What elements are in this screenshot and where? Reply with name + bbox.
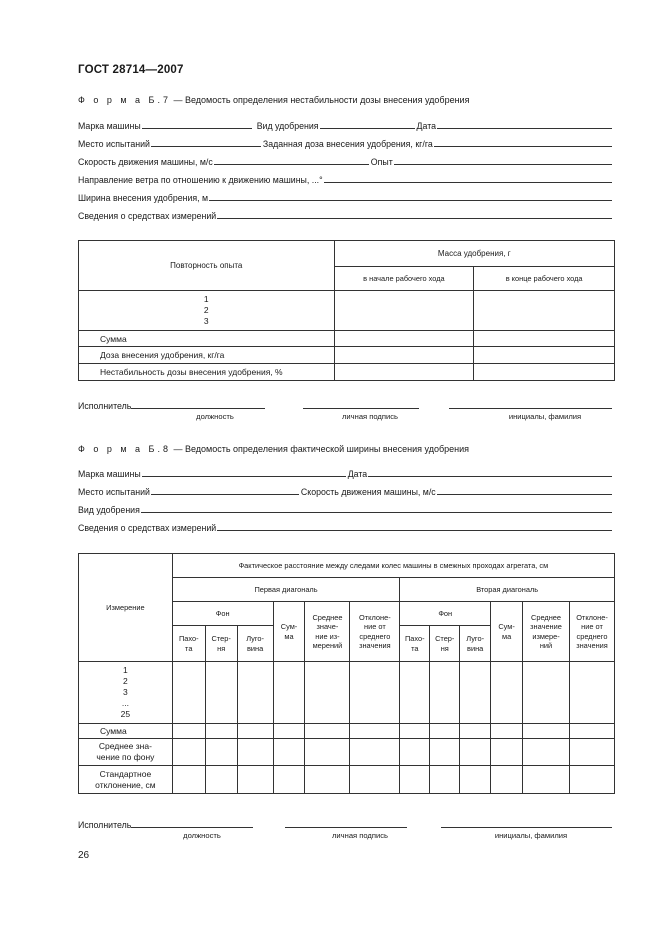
page-header-doc-code: ГОСТ 28714—2007	[78, 64, 184, 76]
b7-cell[interactable]	[334, 331, 474, 347]
b8-cell[interactable]	[237, 739, 273, 766]
b8-label-speed: Скорость движения машины, м/с	[300, 487, 436, 497]
b8-stubble1: Стер- ня	[205, 626, 237, 662]
b7-caption-initials: инициалы, фамилия	[508, 412, 582, 421]
b7-rep-2: 2	[203, 305, 209, 315]
b8-cell[interactable]	[400, 724, 430, 739]
b8-cell[interactable]	[400, 739, 430, 766]
b8-place-field[interactable]	[151, 486, 299, 495]
b8-cell[interactable]	[400, 766, 430, 794]
b8-cell[interactable]	[430, 739, 460, 766]
b8-cell[interactable]	[430, 662, 460, 724]
b8-bg2: Фон	[400, 602, 491, 626]
b8-cell[interactable]	[205, 724, 237, 739]
b8-signature-field[interactable]	[285, 819, 407, 828]
b7-cell[interactable]	[474, 291, 615, 331]
b7-col-start: в начале рабочего хода	[334, 267, 474, 291]
b7-cell[interactable]	[334, 347, 474, 364]
b8-cell[interactable]	[569, 739, 614, 766]
b8-cell[interactable]	[491, 662, 523, 724]
b7-label-speed: Скорость движения машины, м/с	[78, 157, 213, 167]
b7-line-instruments	[78, 210, 614, 221]
form-b7-title-prefix: Ф о р м а Б.7	[78, 95, 171, 105]
b8-cell[interactable]	[350, 662, 400, 724]
b7-place-field[interactable]	[151, 138, 261, 147]
b7-initials-field[interactable]	[449, 400, 612, 409]
b8-diag2: Вторая диагональ	[400, 578, 615, 602]
b7-instruments-field[interactable]	[217, 210, 612, 219]
b8-label-place: Место испытаний	[78, 487, 150, 497]
b8-meadow2: Луго- вина	[460, 626, 491, 662]
b8-cell[interactable]	[172, 662, 205, 724]
b8-sum2: Сум- ма	[491, 602, 523, 662]
b8-cell[interactable]	[237, 766, 273, 794]
b8-cell[interactable]	[172, 766, 205, 794]
b8-cell[interactable]	[523, 766, 570, 794]
b7-label-trial: Опыт	[370, 157, 393, 167]
b7-fert-type-field[interactable]	[320, 120, 415, 129]
b7-label-width: Ширина внесения удобрения, м	[78, 193, 209, 203]
b7-line-wind	[78, 174, 614, 185]
b8-col-actual: Фактическое расстояние между следами колес машины в смежных проходах агрегата, см	[172, 554, 614, 578]
b8-mean2: Среднее значение измере- ний	[523, 602, 570, 662]
b7-caption-position: должность	[196, 412, 234, 421]
b8-row-sum: Сумма	[79, 724, 173, 739]
b7-label-machine: Марка машины	[78, 121, 141, 131]
b8-fert-type-field[interactable]	[141, 504, 612, 513]
b8-label-date: Дата	[347, 469, 368, 479]
form-b8-title	[78, 444, 469, 454]
b7-col-mass: Масса удобрения, г	[334, 241, 614, 267]
b8-table	[78, 553, 615, 794]
b8-line-place	[78, 486, 614, 497]
b7-signature-field[interactable]	[303, 400, 419, 409]
b7-date-field[interactable]	[437, 120, 612, 129]
b8-cell[interactable]	[237, 724, 273, 739]
b8-cell[interactable]	[205, 766, 237, 794]
b7-rep-3: 3	[203, 316, 209, 326]
b8-sum1: Сум- ма	[273, 602, 305, 662]
b8-cell[interactable]	[305, 766, 350, 794]
b7-width-field[interactable]	[209, 192, 612, 201]
b8-plowed2: Пахо- та	[400, 626, 430, 662]
b7-line-place	[78, 138, 614, 149]
b7-table	[78, 240, 615, 381]
b8-cell[interactable]	[350, 739, 400, 766]
b8-meadow1: Луго- вина	[237, 626, 273, 662]
b8-stubble2: Стер- ня	[430, 626, 460, 662]
b7-label-fert-type: Вид удобрения	[256, 121, 319, 131]
b8-cell[interactable]	[491, 724, 523, 739]
b7-cell[interactable]	[474, 364, 615, 381]
b7-cell[interactable]	[334, 291, 474, 331]
b8-label-machine: Марка машины	[78, 469, 141, 479]
b8-measurements: 1 2 3 ... 25	[79, 662, 173, 724]
b8-cell[interactable]	[350, 724, 400, 739]
b8-cell[interactable]	[172, 739, 205, 766]
b7-position-field[interactable]	[131, 400, 265, 409]
b7-row-dose: Доза внесения удобрения, кг/га	[79, 347, 335, 364]
b7-label-dose: Заданная доза внесения удобрения, кг/га	[262, 139, 433, 149]
b8-cell[interactable]	[460, 739, 491, 766]
b8-dev2: Отклоне- ние от среднего значения	[569, 602, 614, 662]
b8-cell[interactable]	[172, 724, 205, 739]
b7-signature-line	[78, 400, 614, 411]
b8-speed-field[interactable]	[437, 486, 612, 495]
b8-line-instruments	[78, 522, 614, 533]
b8-executor-label: Исполнитель	[78, 820, 132, 830]
b8-cell[interactable]	[273, 724, 305, 739]
b7-executor-label: Исполнитель	[78, 401, 132, 411]
b8-line-fert-type	[78, 504, 614, 515]
b8-cell[interactable]	[569, 724, 614, 739]
b8-date-field[interactable]	[368, 468, 612, 477]
b8-row-mean: Среднее зна- чение по фону	[79, 739, 173, 766]
form-b8-title-prefix: Ф о р м а Б.8	[78, 444, 171, 454]
b8-cell[interactable]	[237, 662, 273, 724]
b8-label-instruments: Сведения о средствах измерений	[78, 523, 217, 533]
b8-cell[interactable]	[350, 766, 400, 794]
b7-line-speed	[78, 156, 614, 167]
b7-col-repeat: Повторность опыта	[79, 241, 335, 291]
b8-cell[interactable]	[273, 766, 305, 794]
b8-cell[interactable]	[205, 739, 237, 766]
b8-cell[interactable]	[305, 739, 350, 766]
b7-row-sum: Сумма	[79, 331, 335, 347]
b7-cell[interactable]	[334, 364, 474, 381]
b8-caption-position: должность	[183, 831, 221, 840]
b7-cell[interactable]	[474, 347, 615, 364]
page-number: 26	[78, 850, 90, 861]
b8-cell[interactable]	[205, 662, 237, 724]
b8-position-field[interactable]	[131, 819, 253, 828]
b7-repeats	[79, 291, 335, 331]
b8-cell[interactable]	[491, 766, 523, 794]
b8-cell[interactable]	[569, 662, 614, 724]
b8-cell[interactable]	[305, 662, 350, 724]
b7-speed-field[interactable]	[214, 156, 369, 165]
b8-cell[interactable]	[523, 739, 570, 766]
b8-col-measure: Измерение	[79, 554, 173, 662]
b7-wind-field[interactable]	[324, 174, 612, 183]
b8-line-machine	[78, 468, 614, 479]
b8-caption-signature: личная подпись	[332, 831, 388, 840]
b8-plowed1: Пахо- та	[172, 626, 205, 662]
b7-label-instruments: Сведения о средствах измерений	[78, 211, 217, 221]
b7-machine-field[interactable]	[142, 120, 252, 129]
b8-instruments-field[interactable]	[217, 522, 612, 531]
form-b8-title-text: — Ведомость определения фактической ширины внесения удобрения	[170, 444, 470, 454]
b8-dev1: Отклоне- ние от среднего значения	[350, 602, 400, 662]
b8-signature-line	[78, 819, 614, 830]
b8-cell[interactable]	[430, 766, 460, 794]
b8-cell[interactable]	[400, 662, 430, 724]
b7-label-place: Место испытаний	[78, 139, 150, 149]
b8-label-fert-type: Вид удобрения	[78, 505, 140, 515]
b8-cell[interactable]	[460, 766, 491, 794]
b8-machine-field[interactable]	[142, 468, 346, 477]
b8-diag1: Первая диагональ	[172, 578, 400, 602]
b7-line-machine	[78, 120, 614, 131]
form-b7-title	[78, 95, 469, 105]
b8-cell[interactable]	[273, 662, 305, 724]
b8-cell[interactable]	[523, 662, 570, 724]
b8-mean1: Среднее значе- ние из- мерений	[305, 602, 350, 662]
b8-row-std: Стандартное отклонение, см	[79, 766, 173, 794]
b8-cell[interactable]	[460, 662, 491, 724]
b7-trial-field[interactable]	[394, 156, 612, 165]
b7-line-width	[78, 192, 614, 203]
b8-cell[interactable]	[430, 724, 460, 739]
b7-caption-signature: личная подпись	[342, 412, 398, 421]
b7-cell[interactable]	[474, 331, 615, 347]
b8-cell[interactable]	[491, 739, 523, 766]
b7-rep-1: 1	[203, 294, 209, 304]
b7-label-wind: Направление ветра по отношению к движению машины, ...°	[78, 175, 323, 185]
b8-caption-initials: инициалы, фамилия	[494, 831, 568, 840]
b8-cell[interactable]	[305, 724, 350, 739]
b7-dose-field[interactable]	[434, 138, 612, 147]
form-b7-title-text: — Ведомость определения нестабильности дозы внесения удобрения	[170, 95, 470, 105]
b8-initials-field[interactable]	[441, 819, 612, 828]
b7-row-instab: Нестабильность дозы внесения удобрения, %	[79, 364, 335, 381]
b8-cell[interactable]	[273, 739, 305, 766]
b7-col-end: в конце рабочего хода	[474, 267, 615, 291]
b8-bg1: Фон	[172, 602, 273, 626]
b8-cell[interactable]	[460, 724, 491, 739]
b7-label-date: Дата	[416, 121, 437, 131]
b8-cell[interactable]	[569, 766, 614, 794]
b8-cell[interactable]	[523, 724, 570, 739]
